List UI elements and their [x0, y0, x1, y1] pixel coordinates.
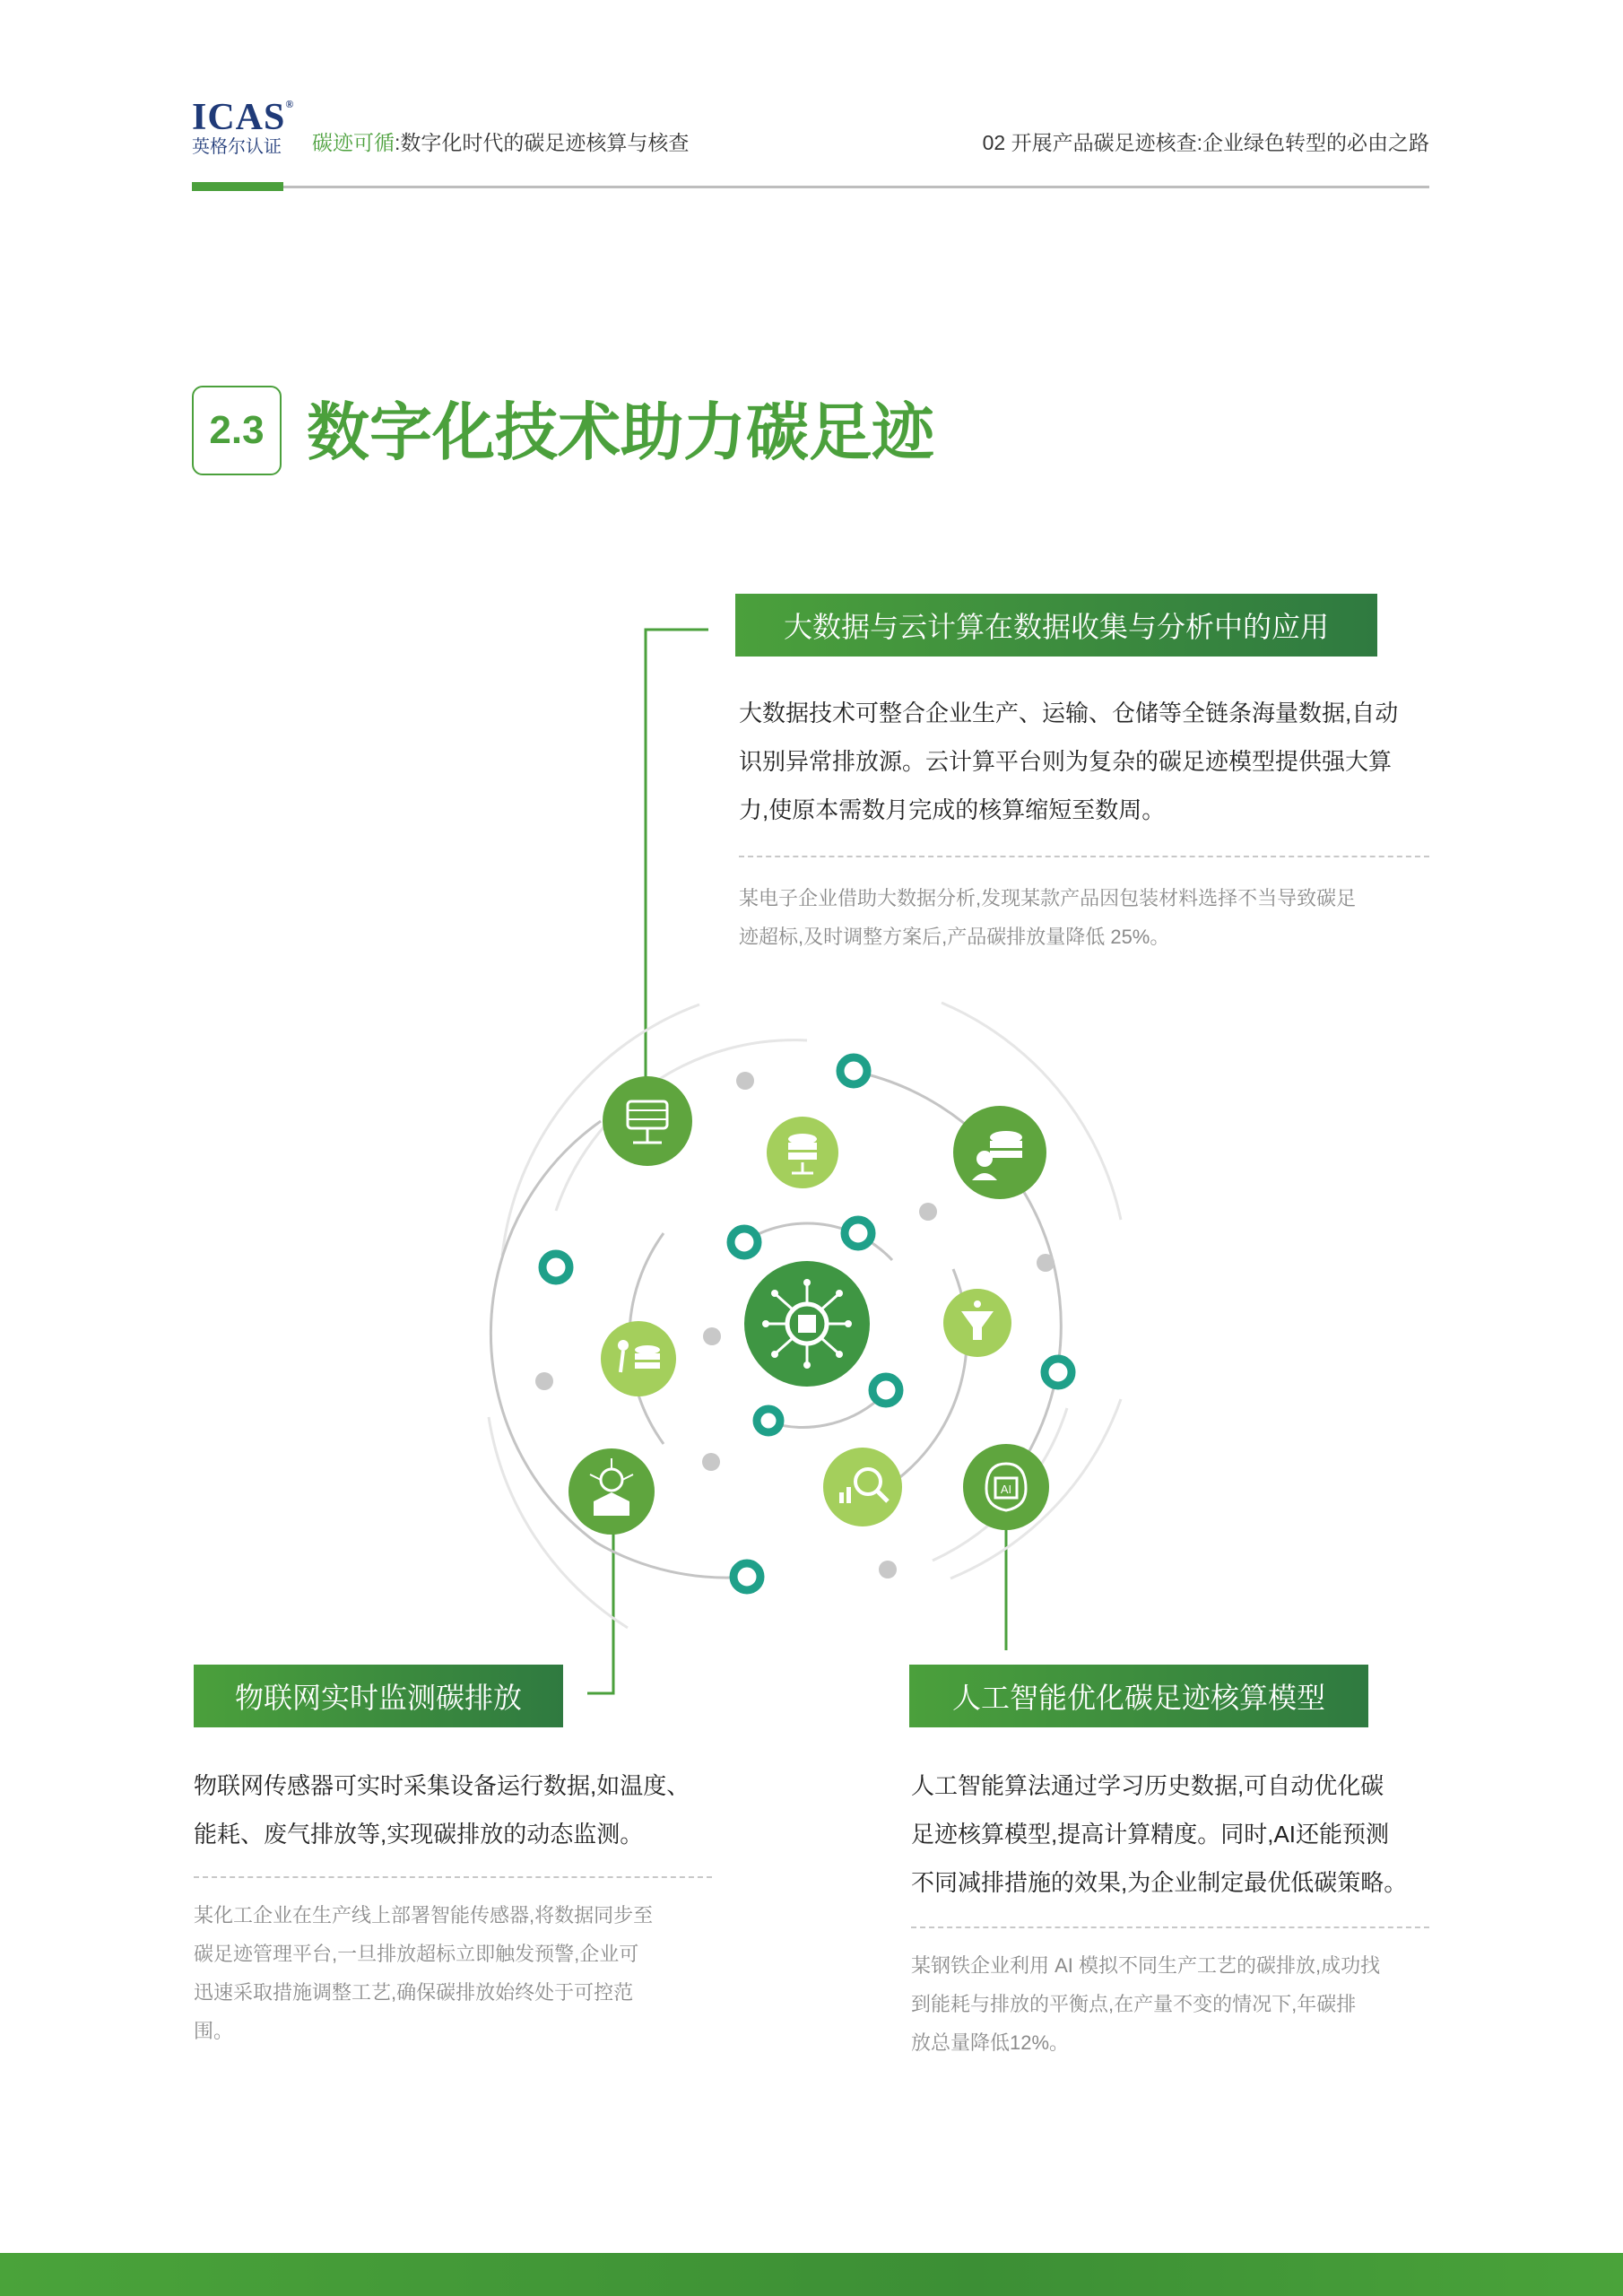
case-line: 某化工企业在生产线上部署智能传感器,将数据同步至	[194, 1904, 654, 1926]
document-title-highlight: 碳迹可循	[312, 131, 395, 154]
case-line: 迅速采取措施调整工艺,确保碳排放始终处于可控范	[194, 1981, 634, 2004]
database-user-icon	[953, 1106, 1046, 1199]
case-line: 围。	[194, 2020, 234, 2042]
footer-bar	[0, 2253, 1623, 2296]
document-title-rest: :数字化时代的碳足迹核算与核查	[395, 131, 690, 154]
body-line: 识别异常排放源。云计算平台则为复杂的碳足迹模型提供强大算	[739, 748, 1393, 775]
body-line: 大数据技术可整合企业生产、运输、仓储等全链条海量数据,自动	[739, 700, 1399, 726]
body-line: 能耗、废气排放等,实现碳排放的动态监测。	[194, 1821, 644, 1848]
section-number-badge: 2.3	[192, 386, 282, 475]
funnel-filter-icon	[943, 1289, 1011, 1357]
body-line: 人工智能算法通过学习历史数据,可自动优化碳	[911, 1772, 1384, 1799]
body-line: 足迹核算模型,提高计算精度。同时,AI还能预测	[911, 1821, 1390, 1848]
svg-text:AI: AI	[1000, 1483, 1012, 1496]
iot-hub-icon	[568, 1448, 655, 1535]
topic-heading-iot: 物联网实时监测碳排放	[194, 1665, 563, 1727]
case-line: 某钢铁企业利用 AI 模拟不同生产工艺的碳排放,成功找	[911, 1954, 1381, 1977]
logo-subtitle: 英格尔认证	[192, 137, 282, 157]
topic-heading-big-data: 大数据与云计算在数据收集与分析中的应用	[735, 594, 1377, 657]
network-gear-icon	[744, 1261, 870, 1387]
ai-chip-icon	[963, 1444, 1049, 1530]
case-line: 碳足迹管理平台,一旦排放超标立即触发预警,企业可	[194, 1943, 639, 1965]
body-line: 物联网传感器可实时采集设备运行数据,如温度、	[194, 1772, 690, 1799]
logo-text: ICAS	[192, 97, 286, 138]
search-analytics-icon	[823, 1448, 902, 1526]
case-line: 放总量降低12%。	[911, 2031, 1070, 2054]
case-line: 到能耗与排放的平衡点,在产量不变的情况下,年碳排	[911, 1993, 1357, 2015]
logo-registered-mark: ®	[285, 98, 295, 110]
topic-heading-ai: 人工智能优化碳足迹核算模型	[909, 1665, 1368, 1727]
section-title: 数字化技术助力碳足迹	[307, 397, 934, 467]
body-line: 不同减排措施的效果,为企业制定最优低碳策略。	[911, 1869, 1408, 1896]
connector-line-big-data	[646, 630, 708, 1118]
chapter-title: 02 开展产品碳足迹核查:企业绿色转型的必由之路	[982, 131, 1429, 154]
cloud-server-icon	[603, 1076, 692, 1166]
case-line: 迹超标,及时调整方案后,产品碳排放量降低 25%。	[739, 926, 1170, 948]
case-line: 某电子企业借助大数据分析,发现某款产品因包装材料选择不当导致碳足	[739, 887, 1357, 909]
database-icon	[767, 1117, 838, 1188]
worker-database-icon	[601, 1321, 676, 1396]
body-line: 力,使原本需数月完成的核算缩短至数周。	[739, 796, 1166, 823]
